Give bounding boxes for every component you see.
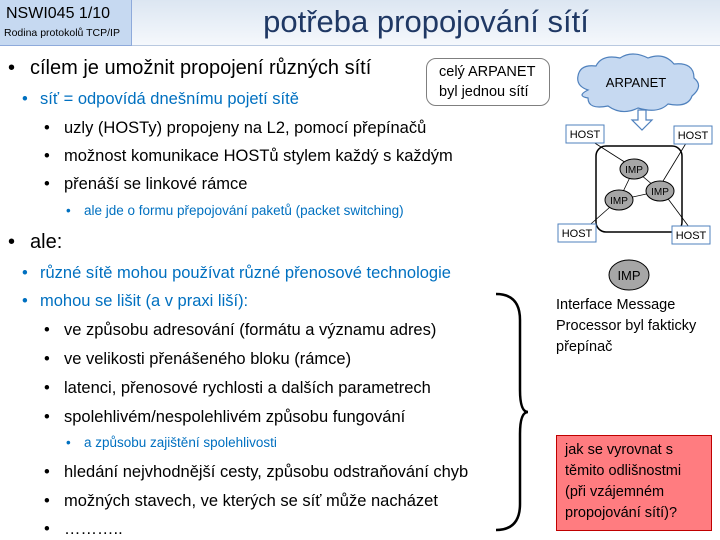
host-node: [558, 224, 596, 242]
svg-text:IMP: IMP: [617, 268, 641, 283]
svg-text:HOST: HOST: [561, 228, 593, 240]
bullet-level3: • ………..: [44, 520, 123, 538]
imp-node: [646, 181, 674, 201]
imp-note-line: Processor byl fakticky: [556, 318, 697, 334]
host-node: [674, 126, 712, 144]
svg-text:IMP: IMP: [610, 196, 628, 207]
host-node: [566, 125, 604, 143]
bullet-level3: • uzly (HOSTy) propojeny na L2, pomocí přepínačů: [44, 119, 427, 137]
course-subtitle: Rodina protokolů TCP/IP: [4, 27, 120, 39]
question-line: jak se vyrovnat s: [565, 442, 673, 458]
bullet-level4: • ale jde o formu přepojování paketů (packet switching): [66, 203, 404, 218]
callout-line: celý ARPANET: [439, 64, 536, 80]
bullet-level2: • mohou se lišit (a v praxi liší):: [22, 292, 249, 310]
imp-legend: [609, 260, 649, 290]
curly-brace: [490, 290, 530, 534]
svg-text:HOST: HOST: [675, 230, 707, 242]
course-code: NSWI045 1/10: [6, 5, 111, 22]
arpanet-callout: [426, 58, 550, 106]
svg-text:IMP: IMP: [651, 187, 669, 198]
title-bar: [132, 0, 720, 46]
cloud-label: ARPANET: [605, 75, 667, 90]
imp-note-line: přepínač: [556, 339, 613, 355]
bullet-level3: • možných stavech, ve kterých se síť může nacházet: [44, 492, 438, 510]
imp-node: [620, 159, 648, 179]
svg-text:HOST: HOST: [569, 129, 601, 141]
bullet-level4: • a způsobu zajištění spolehlivosti: [66, 435, 277, 450]
down-arrow-icon: [632, 110, 652, 130]
arpanet-diagram: [548, 48, 720, 298]
bullet-level3: • latenci, přenosové rychlosti a dalších parametrech: [44, 379, 431, 397]
question-box: [556, 435, 712, 531]
imp-node: [605, 190, 633, 210]
bullet-level1: • ale:: [8, 231, 63, 253]
bullet-level3: • ve velikosti přenášeného bloku (rámce): [44, 350, 352, 368]
svg-text:HOST: HOST: [677, 130, 709, 142]
bullet-level2: • síť = odpovídá dnešnímu pojetí sítě: [22, 90, 299, 108]
imp-note-line: Interface Message: [556, 297, 676, 313]
svg-text:IMP: IMP: [625, 165, 643, 176]
bullet-level2: • různé sítě mohou používat různé přenosové technologie: [22, 264, 451, 282]
bullet-level3: • spolehlivém/nespolehlivém způsobu fungování: [44, 408, 406, 426]
question-line: těmito odlišnostmi: [565, 463, 682, 479]
slide-title: potřeba propojování sítí: [263, 4, 589, 39]
bullet-level3: • možnost komunikace HOSTů stylem každý s každým: [44, 147, 453, 165]
host-node: [672, 226, 710, 244]
bullet-level3: • přenáší se linkové rámce: [44, 175, 248, 193]
callout-line: byl jednou sítí: [439, 84, 529, 100]
bullet-level3: • hledání nejvhodnější cesty, způsobu odstraňování chyb: [44, 463, 469, 481]
question-line: (při vzájemném: [565, 484, 665, 500]
bullet-level3: • ve způsobu adresování (formátu a významu adres): [44, 321, 437, 339]
question-line: propojování sítí)?: [565, 505, 678, 521]
course-info-box: [0, 0, 132, 46]
bullet-level1: • cílem je umožnit propojení různých sítí: [8, 57, 372, 79]
